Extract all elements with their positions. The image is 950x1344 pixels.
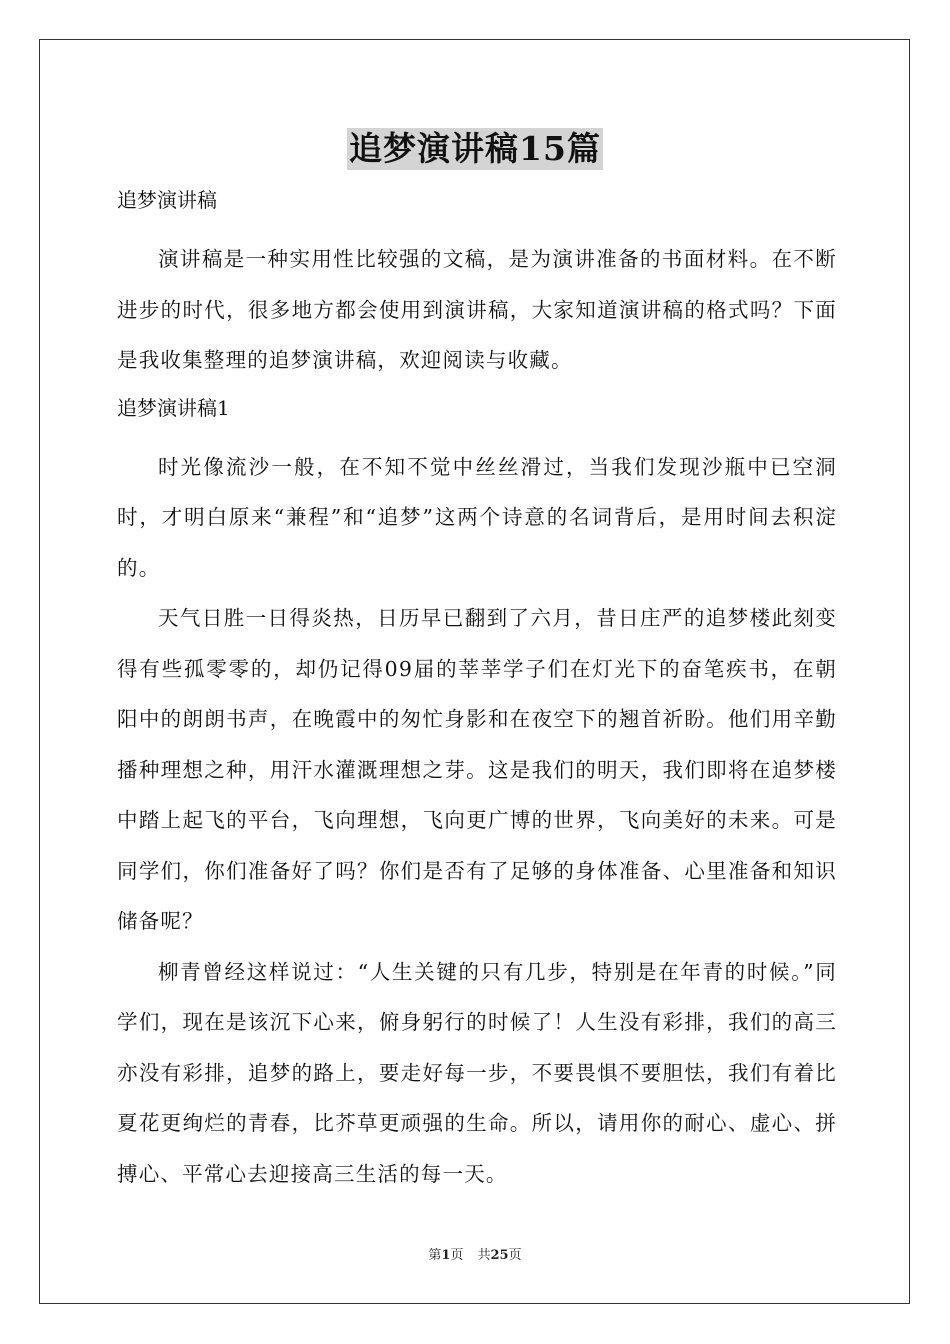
total-label-prefix: 共 <box>477 1248 491 1263</box>
total-pages: 25 <box>490 1248 509 1263</box>
total-label-suffix: 页 <box>508 1248 522 1263</box>
body-paragraph-1: 时光像流沙一般，在不知不觉中丝丝滑过，当我们发现沙瓶中已空洞时，才明白原来“兼程”和“追梦”这两个诗意的名词背后，是用时间去积淀的。 <box>117 454 837 580</box>
page-number: 1 <box>441 1248 451 1263</box>
section-heading: 追梦演讲稿 <box>117 188 217 212</box>
intro-paragraph: 演讲稿是一种实用性比较强的文稿，是为演讲准备的书面材料。在不断进步的时代，很多地方都会使用到演讲稿，大家知道演讲稿的格式吗？下面是我收集整理的追梦演讲稿，欢迎阅读与收藏。 <box>117 247 837 372</box>
title-container <box>0 128 950 170</box>
page-label-suffix: 页 <box>450 1248 464 1263</box>
body-paragraph-3: 柳青曾经这样说过：“人生关键的只有几步，特别是在年青的时候。”同学们，现在是该沉下心来，俯身躬行的时候了！人生没有彩排，我们的高三亦没有彩排，追梦的路上，要走好每一步，不要畏惧不要胆怯，我们有着比夏花更绚烂的青春，比芥草更顽强的生命。所以，请用你的耐心、虚心、拼搏心、平常心去迎接高三生活的每一天。 <box>117 959 837 1186</box>
document-body <box>117 180 837 1199</box>
body-paragraph-2: 天气日胜一日得炎热，日历早已翻到了六月，昔日庄严的追梦楼此刻变得有些孤零零的，却仍记得09届的莘莘学子们在灯光下的奋笔疾书，在朝阳中的朗朗书声，在晚霞中的匆忙身影和在夜空下的翘首祈盼。他们用辛勤播种理想之种，用汗水灌溉理想之芽。这是我们的明天，我们即将在追梦楼中踏上起飞的平台，飞向理想，飞向更广博的世界，飞向美好的未来。可是同学们，你们准备好了吗？你们是否有了足够的身体准备、心里准备和知识储备呢？ <box>117 606 837 933</box>
document-title: 追梦演讲稿15篇 <box>349 129 601 168</box>
page-label-prefix: 第 <box>428 1248 442 1263</box>
page-footer <box>0 1247 950 1265</box>
speech-heading: 追梦演讲稿1 <box>117 395 230 420</box>
